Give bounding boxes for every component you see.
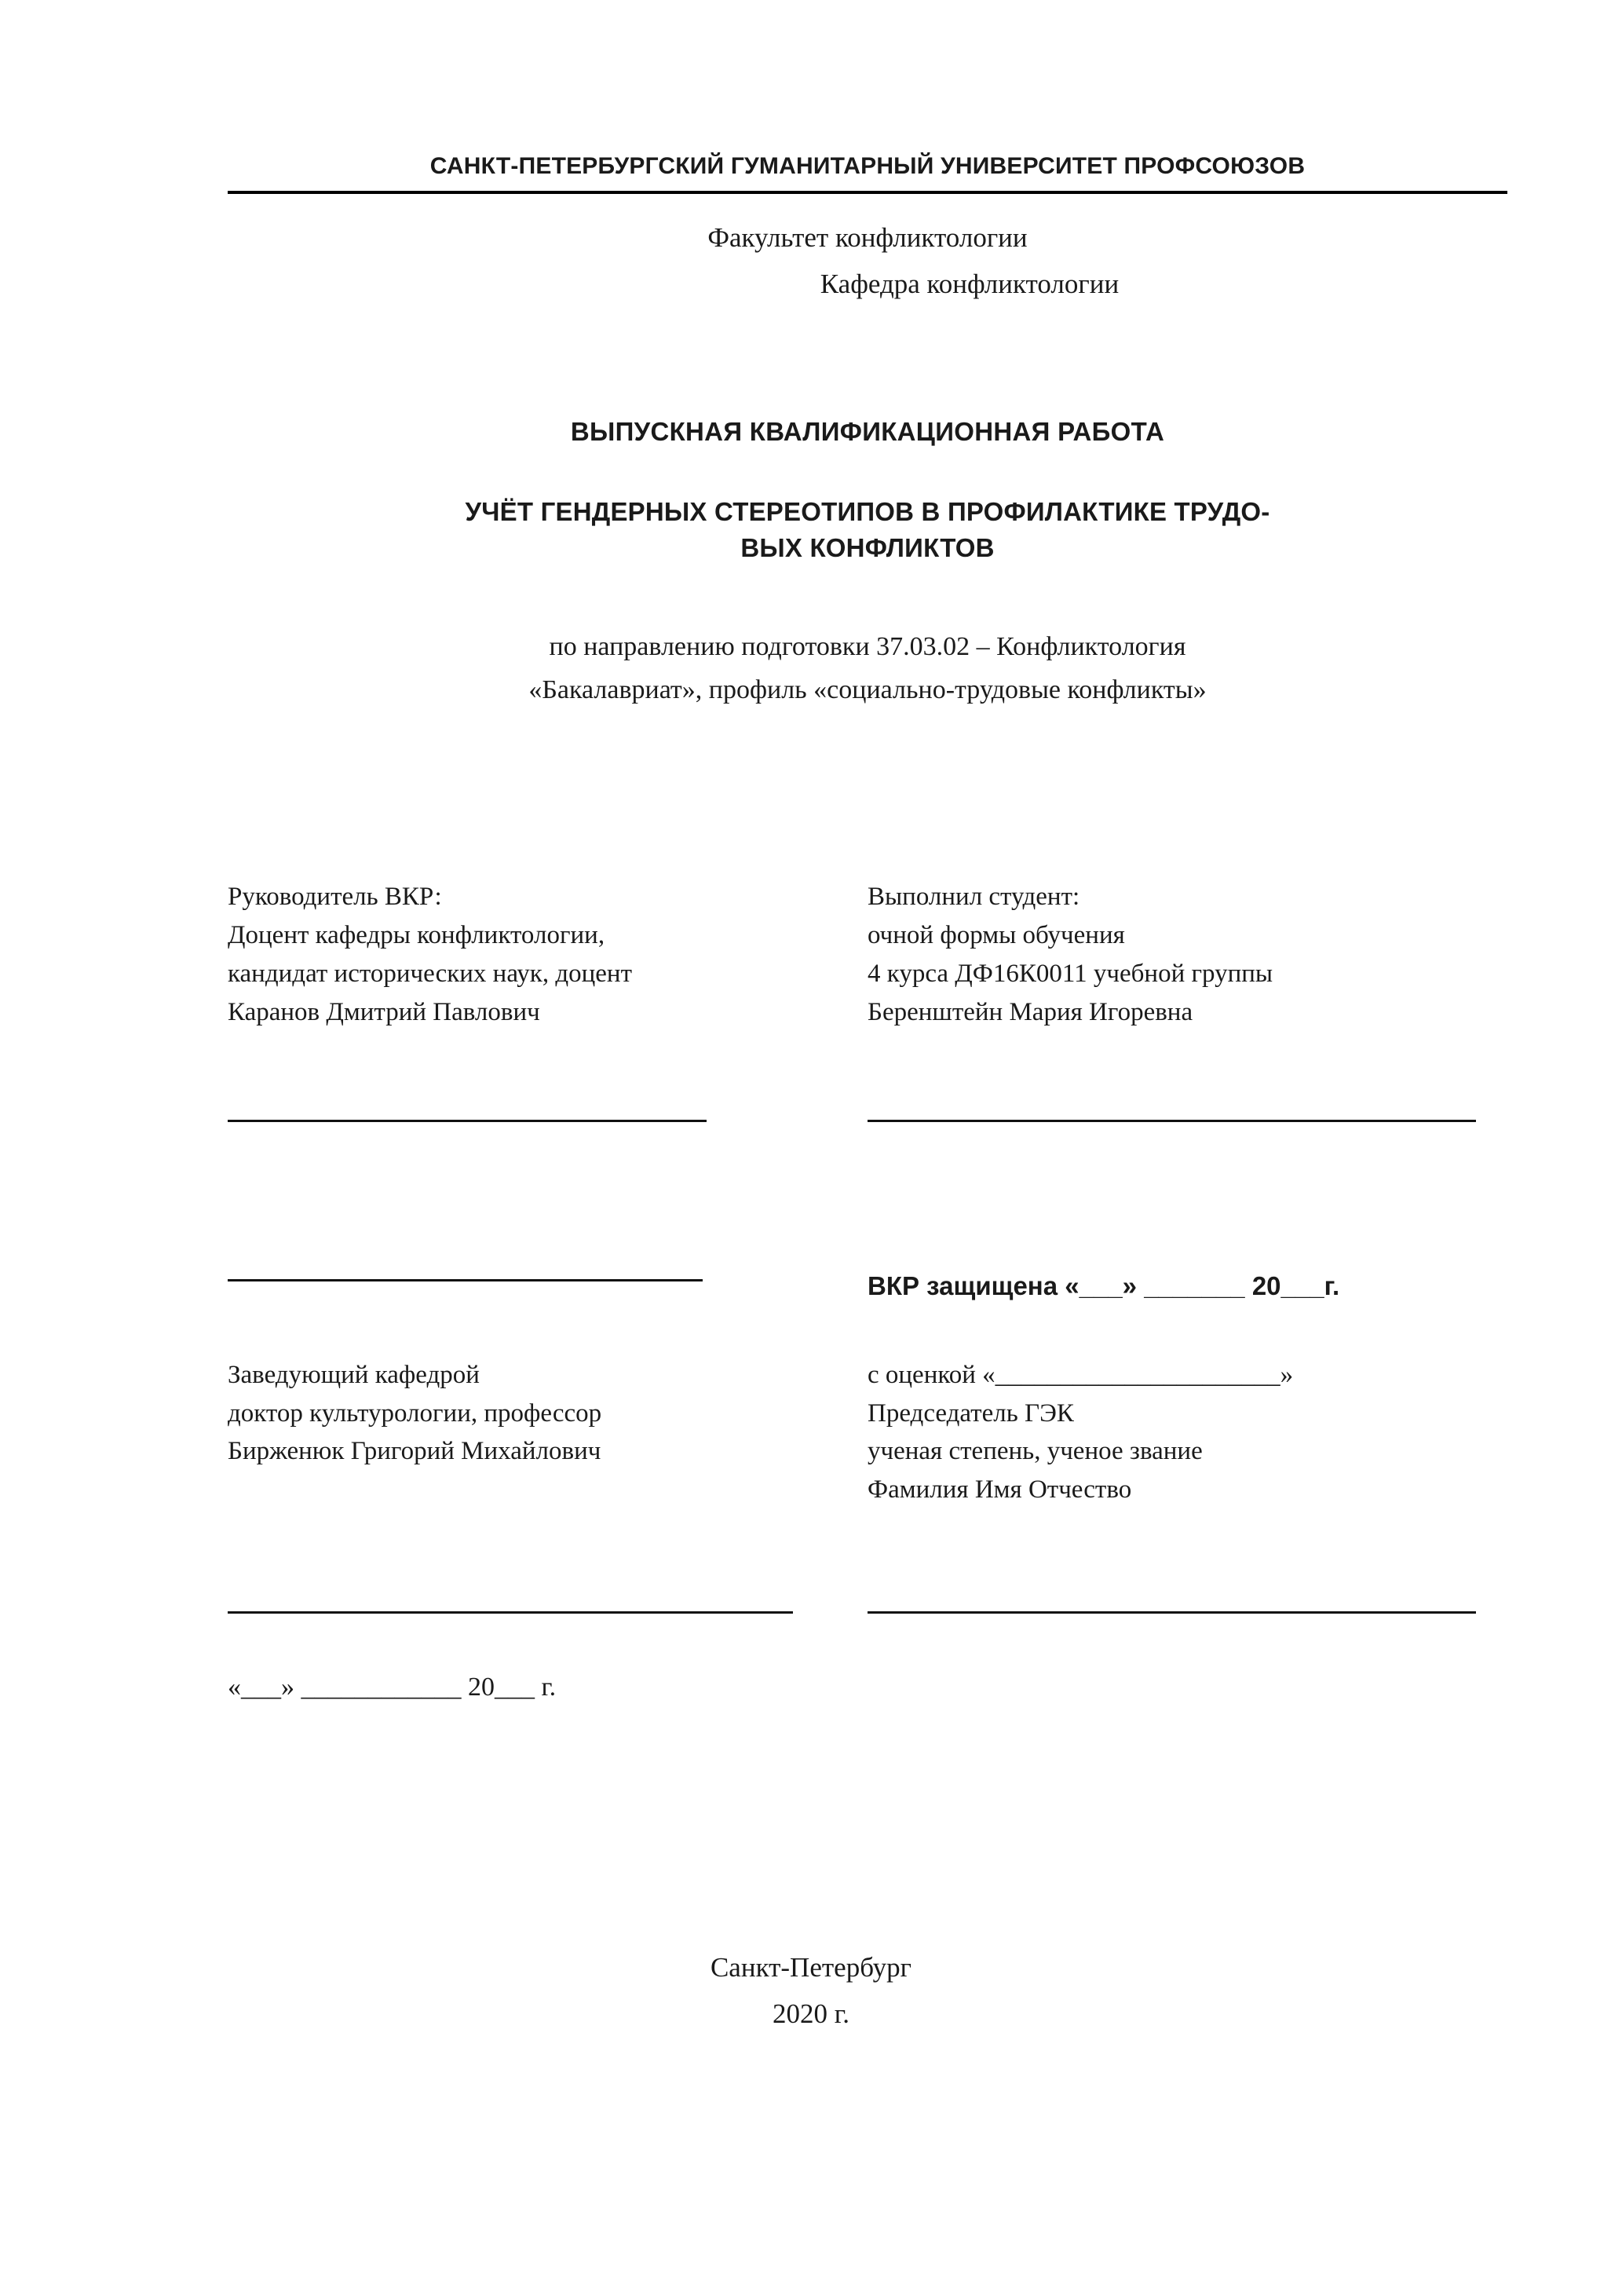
defense-header-block (228, 1271, 1507, 1301)
page-footer (0, 1947, 1622, 2035)
head-date-line: «___» ____________ 20___ г. (228, 1673, 557, 1702)
thesis-title-line-1: УЧЁТ ГЕНДЕРНЫХ СТЕРЕОТИПОВ В ПРОФИЛАКТИКЕ ТРУДО- (465, 496, 1270, 526)
student-signature-line (868, 1120, 1476, 1122)
head-name: Бирженюк Григорий Михайлович (228, 1437, 601, 1466)
university-name: САНКТ-ПЕТЕРБУРГСКИЙ ГУМАНИТАРНЫЙ УНИВЕРСИТЕТ ПРОФСОЮЗОВ (228, 153, 1507, 194)
student-group: 4 курса ДФ16К0011 учебной группы (868, 960, 1273, 989)
supervisor-name: Каранов Дмитрий Павлович (228, 997, 540, 1026)
faculty-name: Факультет конфликтологии (707, 222, 1028, 253)
bottom-signature-lines (228, 1611, 1507, 1702)
head-and-commission-block (228, 1356, 1507, 1509)
supervisor-role: Руководитель ВКР: (228, 883, 442, 912)
grade-label: с оценкой «______________________» (868, 1360, 1294, 1389)
commission-chair-name: Фамилия Имя Отчество (868, 1475, 1132, 1504)
program-profile: «Бакалавриат», профиль «социально-трудовые конфликты» (528, 675, 1207, 705)
student-column (868, 878, 1507, 1121)
bottom-right-signature-column (868, 1611, 1507, 1702)
page-content (228, 153, 1507, 1702)
head-date-signature-line (228, 1611, 793, 1614)
supervisor-position: Доцент кафедры конфликтологии, (228, 921, 605, 950)
supervisor-degree: кандидат исторических наук, доцент (228, 960, 632, 989)
head-degree: доктор культурологии, профессор (228, 1398, 602, 1428)
bottom-left-signature-column (228, 1611, 868, 1702)
program-direction: по направлению подготовки 37.03.02 – Конфликтология (549, 631, 1186, 661)
defense-date-label: ВКР защищена «___» _______ 20___г. (868, 1270, 1340, 1300)
document-type: ВЫПУСКНАЯ КВАЛИФИКАЦИОННАЯ РАБОТА (570, 416, 1165, 446)
student-form: очной формы обучения (868, 921, 1125, 950)
year: 2020 г. (773, 1998, 849, 2029)
commission-column (868, 1356, 1507, 1509)
head-of-department-column (228, 1356, 868, 1509)
thesis-title (228, 494, 1507, 566)
head-signature-line (228, 1279, 703, 1281)
department-name: Кафедра конфликтологии (820, 269, 1120, 300)
supervisor-signature-line (228, 1120, 707, 1122)
student-name: Беренштейн Мария Игоревна (868, 997, 1193, 1026)
supervisor-column (228, 878, 868, 1121)
student-role: Выполнил студент: (868, 883, 1080, 912)
commission-chair-role: Председатель ГЭК (868, 1398, 1074, 1428)
head-signature-column (228, 1271, 868, 1281)
commission-chair-degree: ученая степень, ученое звание (868, 1437, 1203, 1466)
thesis-title-line-2: ВЫХ КОНФЛИКТОВ (740, 532, 995, 562)
chair-signature-line (868, 1611, 1476, 1614)
study-program (228, 627, 1507, 710)
head-role: Заведующий кафедрой (228, 1360, 480, 1389)
supervisor-student-block (228, 878, 1507, 1121)
city-name: Санкт-Петербург (710, 1952, 912, 1983)
defense-column (868, 1271, 1507, 1301)
